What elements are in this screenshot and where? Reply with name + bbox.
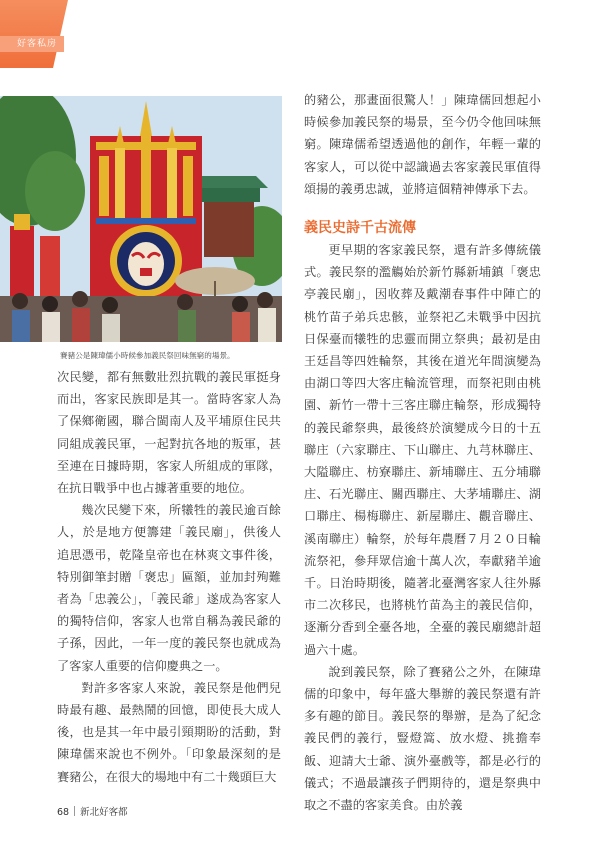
left-column xyxy=(57,366,281,788)
photo-caption: 賽豬公是陳瑋儒小時候參加義民祭回味無窮的場景。 xyxy=(60,351,235,360)
left-paragraph-2: 幾次民變下來，所犧牲的義民逾百餘人，於是地方便籌建「義民廟」，供後人追思憑弔，乾隆皇帝也在林爽文事件後，特別御筆封贈「褒忠」匾額，並加封殉難者為「忠義公」，「義民爺」遂成為客家人的獨特信仰，客家人也常自稱為義民爺的子孫，因此，一年一度的義民祭也就成為了客家人重要的信仰慶典之一。 xyxy=(57,503,281,673)
page-footer xyxy=(57,804,128,818)
section-heading: 義民史詩千古流傳 xyxy=(304,220,416,237)
festival-photo xyxy=(0,96,282,342)
right-paragraph-3: 說到義民祭，除了賽豬公之外，在陳瑋儒的印象中，每年盛大舉辦的義民祭還有許多有趣的節目。義民祭的舉辦，是為了紀念義民們的義行，豎燈篙、放水燈、挑擔奉飯、迎請大士爺、演外臺戲等，都是必行的儀式；不過最讓孩子們期待的，還是祭典中取之不盡的客家美食。由於義 xyxy=(304,664,541,813)
right-column xyxy=(304,89,541,816)
right-paragraph-2: 更早期的客家義民祭，還有許多傳統儀式。義民祭的濫觴始於新竹縣新埔鎮「褒忠亭義民廟」，因收葬及戴潮春事件中陣亡的桃竹苗子弟兵忠骸，並祭祀乙未戰爭中因抗日保臺而犧牲的忠靈而開立祭典；最初是由王廷昌等四姓輪祭，其後在道光年間演變為由湖口等四大客庄輪流管理，而祭祀則由桃園、新竹一帶十三客庄聯庄輪祭，形成獨特的義民爺祭典，最後終於演變成今日的十五聯庄（六家聯庄、下山聯庄、九芎林聯庄、大隘聯庄、枋寮聯庄、新埔聯庄、五分埔聯庄、石光聯庄、關西聯庄、大茅埔聯庄、湖口聯庄、楊梅聯庄、新屋聯庄、觀音聯庄、溪南聯庄）輪祭，於每年農曆７月２０日輪流祭祀，參拜眾信逾十萬人次，奉獻豬羊逾千。日治時期後，隨著北臺灣客家人往外縣市二次移民，也將桃竹苗為主的義民信仰，逐漸分香到全臺各地，全臺的義民廟總計超過六十處。 xyxy=(304,243,541,657)
footer-divider xyxy=(74,806,75,816)
festival-photo-drawing xyxy=(0,96,282,342)
left-paragraph-1: 次民變，都有無數壯烈抗戰的義民軍挺身而出，客家民族即是其一。當時客家人為了保鄉衛國，聯合閩南人及平埔原住民共同組成義民軍，一起對抗各地的叛軍，甚至連在日據時期，客家人所組成的軍隊，在抗日戰爭中也占據著重要的地位。 xyxy=(57,370,281,496)
section-label: 好客私房 xyxy=(0,36,64,52)
page-number: 68 xyxy=(57,807,70,818)
section-tab xyxy=(0,0,68,68)
left-paragraph-3: 對許多客家人來說，義民祭是他們兒時最有趣、最熱鬧的回憶，即使長大成人後，也是其一年中最引頸期盼的活動，對陳瑋儒來說也不例外。「印象最深刻的是賽豬公，在很大的場地中有二十幾頭巨大 xyxy=(57,680,281,784)
magazine-name: 新北好客都 xyxy=(80,807,128,818)
right-paragraph-1: 的豬公，那畫面很驚人！」陳瑋儒回想起小時候參加義民祭的場景，至今仍令他回味無窮。陳瑋儒希望透過他的創作，年輕一輩的客家人，可以從中認識過去客家義民軍值得頌揚的義勇忠誠，並將這個精神傳承下去。 xyxy=(304,93,541,196)
